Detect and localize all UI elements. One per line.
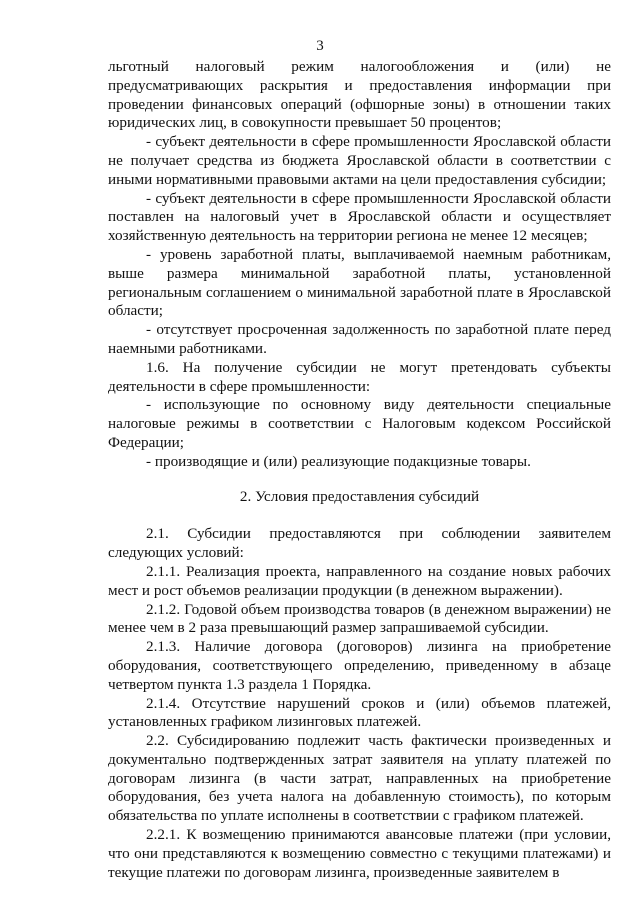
- list-item-wage-level: - уровень заработной платы, выплачиваемой наемным работникам, выше размера минимальной заработной платы, установленной региональным соглашением о минимальной заработной плате в Ярославской области;: [108, 245, 611, 320]
- list-item-excise: - производящие и (или) реализующие подакцизные товары.: [146, 452, 531, 470]
- list-item-special-tax: - использующие по основному виду деятельности специальные налоговые режимы в соответствии с Налоговым кодексом Российской Федерации;: [108, 396, 611, 451]
- spacer: [108, 472, 611, 488]
- paragraph-1-6: 1.6. На получение субсидии не могут претендовать субъекты деятельности в сфере промышленности:: [108, 358, 611, 395]
- spacer: [108, 506, 611, 525]
- paragraph-2-1-2: 2.1.2. Годовой объем производства товаров (в денежном выражении) не менее чем в 2 раза превышающий размер запрашиваемой субсидии.: [108, 600, 611, 637]
- paragraph-2-1-1: 2.1.1. Реализация проекта, направленного на создание новых рабочих мест и рост объемов реализации продукции (в денежном выражении).: [108, 562, 611, 599]
- list-item-no-arrears: - отсутствует просроченная задолженность по заработной плате перед наемными работниками.: [108, 321, 611, 357]
- page-number: 3: [316, 38, 324, 54]
- list-item-tax-registration: - субъект деятельности в сфере промышленности Ярославской области поставлен на налоговый учет в Ярославской области и осуществляет хозяйственную деятельность на территории региона не менее 12 месяцев;: [108, 189, 611, 245]
- section-heading: 2. Условия предоставления субсидий: [239, 487, 480, 505]
- paragraph-2-2: 2.2. Субсидированию подлежит часть фактически произведенных и документально подтвержденных затрат заявителя на уплату платежей по договорам лизинга (в части затрат, направленных на приобретение оборудования, без учета налога на добавленную стоимость), по которым обязательства по уплате исполнены в соответствии с графиком платежей.: [108, 732, 611, 825]
- paragraph-2-1-4: 2.1.4. Отсутствие нарушений сроков и (или) объемов платежей, установленных графиком лизинговых платежей.: [108, 694, 611, 731]
- paragraph: льготный налоговый режим налогообложения и (или) не предусматривающих раскрытия и предоставления информации при проведении финансовых операций (офшорные зоны) в отношении таких юридических лиц, в совокупности превышает 50 процентов;: [108, 58, 611, 132]
- paragraph-2-1: 2.1. Субсидии предоставляются при соблюдении заявителем следующих условий:: [108, 525, 611, 562]
- paragraph-2-2-1: 2.2.1. К возмещению принимаются авансовые платежи (при условии, что они представляются к возмещению совместно с текущими платежами) и текущие платежи по договорам лизинга, произведенные заявителем в: [108, 826, 611, 881]
- paragraph-2-1-3: 2.1.3. Наличие договора (договоров) лизинга на приобретение оборудования, соответствующего определению, приведенному в абзаце четвертом пункта 1.3 раздела 1 Порядка.: [108, 638, 611, 693]
- list-item-no-subsidy: - субъект деятельности в сфере промышленности Ярославской области не получает средства из бюджета Ярославской области в соответствии с иными нормативными правовыми актами на цели предоставления субсидии;: [108, 133, 611, 188]
- document-body: [108, 58, 611, 882]
